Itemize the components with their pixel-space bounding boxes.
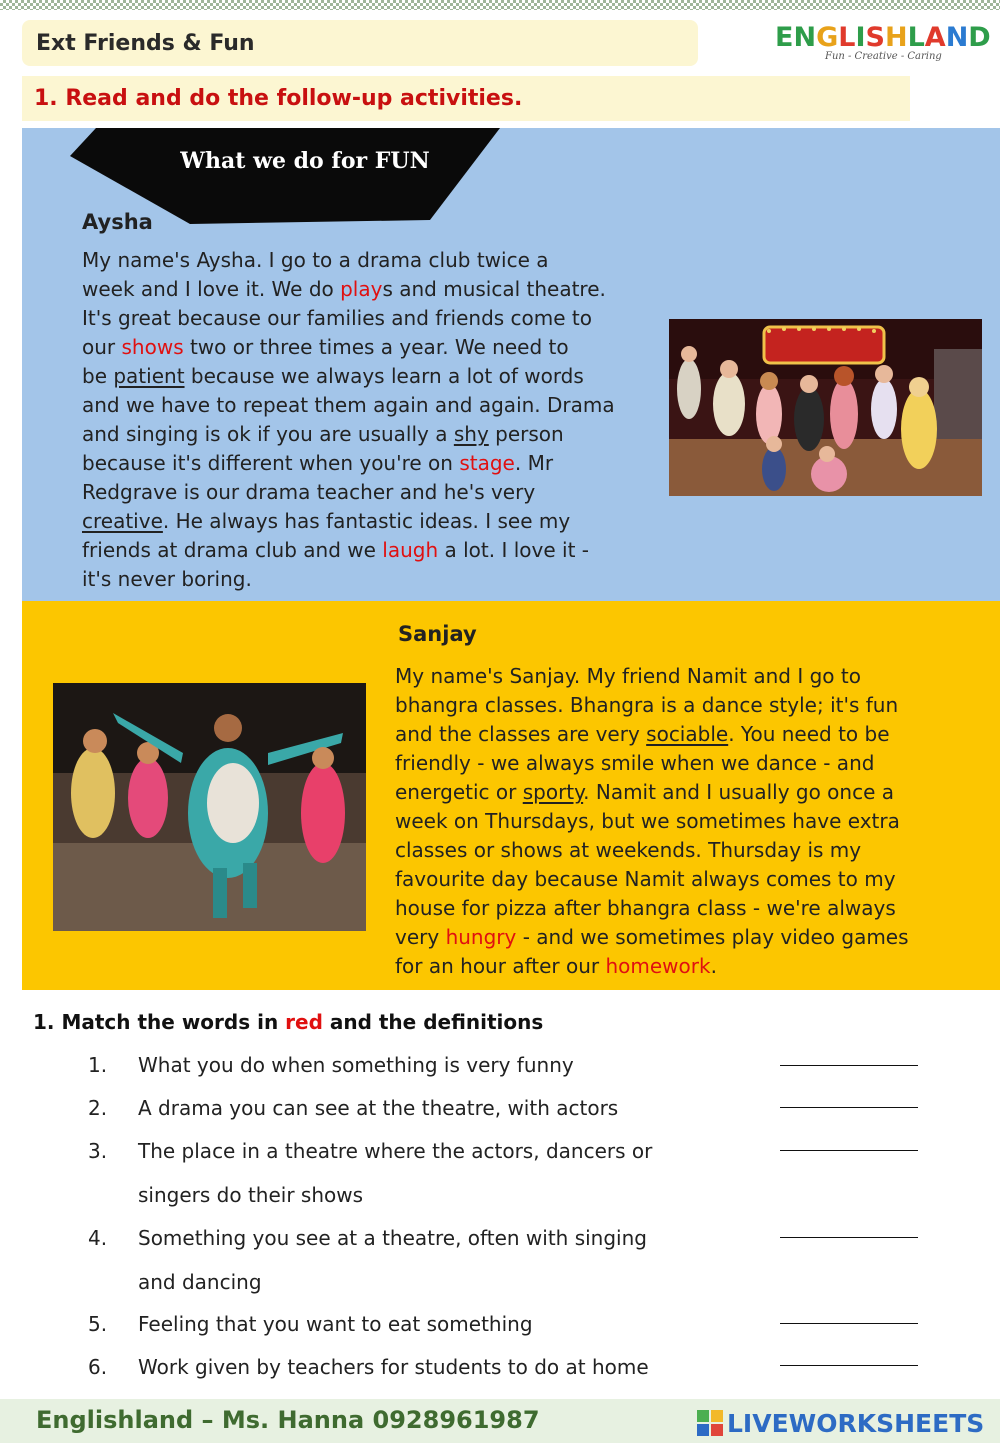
englishland-logo xyxy=(775,22,991,70)
logo-letter: N xyxy=(945,22,969,53)
aysha-name: Aysha xyxy=(82,210,153,234)
footer-credit: Englishland – Ms. Hanna 0928961987 xyxy=(36,1406,540,1434)
aysha-paragraph xyxy=(82,246,664,594)
question-number: 6. xyxy=(88,1355,108,1379)
underlined-word: shy xyxy=(453,422,489,446)
liveworksheets-text: LIVEWORKSHEETS xyxy=(727,1408,985,1438)
paragraph-text: . Namit and I usually go once a week on Thursdays, but we sometimes have extra classes or shows at weekends. Thursday is my favourite day because Namit always comes to my house for pizza after bhangra class - we're always very xyxy=(395,780,900,949)
logo-letter: N xyxy=(793,22,817,53)
banner-title: What we do for FUN xyxy=(180,148,430,174)
question-text: What you do when something is very funny xyxy=(138,1053,574,1077)
answer-blank[interactable] xyxy=(780,1237,918,1238)
logo-letter: D xyxy=(968,22,991,53)
question-number: 5. xyxy=(88,1312,108,1336)
sanjay-name: Sanjay xyxy=(398,622,477,646)
logo-letter: L xyxy=(907,22,925,53)
question-text: Feeling that you want to eat something xyxy=(138,1312,533,1336)
bhangra-dance-photo xyxy=(53,683,366,931)
question-number: 3. xyxy=(88,1139,108,1163)
sanjay-paragraph xyxy=(395,662,975,981)
question-number: 4. xyxy=(88,1226,108,1250)
underlined-word: creative xyxy=(82,509,163,533)
question-text: Something you see at a theatre, often with singing xyxy=(138,1226,647,1250)
answer-blank[interactable] xyxy=(780,1107,918,1108)
highlighted-word: shows xyxy=(121,335,184,359)
paragraph-text: because we always learn a lot of words and we have to repeat them again and again. Drama and singing is ok if you are usually a xyxy=(82,364,615,446)
paragraph-text: . You need to be friendly - we always smile when we dance - and energetic or xyxy=(395,722,890,804)
paragraph-text: . Mr Redgrave is our drama teacher and he's very xyxy=(82,451,554,504)
logo-letter: S xyxy=(865,22,885,53)
exercise-title-red: red xyxy=(285,1010,323,1034)
liveworksheets-icon xyxy=(697,1410,723,1436)
drama-club-photo xyxy=(669,319,982,496)
logo-letter: I xyxy=(855,22,866,53)
paragraph-text: two or three times a year. We need to be xyxy=(82,335,569,388)
question-text: A drama you can see at the theatre, with actors xyxy=(138,1096,619,1120)
logo-tagline: Fun - Creative - Caring xyxy=(825,51,942,62)
question-text-continued: and dancing xyxy=(138,1270,262,1294)
highlighted-word: homework xyxy=(605,954,711,978)
paragraph-text: . He always has fantastic ideas. I see my friends at drama club and we xyxy=(82,509,571,562)
liveworksheets-brand xyxy=(697,1407,984,1439)
underlined-word: sociable xyxy=(646,722,729,746)
paragraph-text: . xyxy=(710,954,717,978)
worksheet-title xyxy=(22,20,698,66)
exercise-title-suffix: and the definitions xyxy=(322,1010,544,1034)
answer-blank[interactable] xyxy=(780,1150,918,1151)
paragraph-text: My name's Sanjay. My friend Namit and I go to bhangra classes. Bhangra is a dance style; it's fun and the classes are very xyxy=(395,664,899,746)
worksheet-title-text: Ext Friends & Fun xyxy=(36,30,255,56)
logo-letter: E xyxy=(775,22,794,53)
highlighted-word: hungry xyxy=(445,925,517,949)
highlighted-word: play xyxy=(340,277,383,301)
paragraph-text: a lot. I love it - it's never boring. xyxy=(82,538,589,591)
highlighted-word: stage xyxy=(459,451,515,475)
answer-blank[interactable] xyxy=(780,1365,918,1366)
logo-letter: A xyxy=(924,22,946,53)
question-text: The place in a theatre where the actors, dancers or xyxy=(138,1139,653,1163)
answer-blank[interactable] xyxy=(780,1065,918,1066)
logo-letter: H xyxy=(884,22,908,53)
underlined-word: sporty xyxy=(522,780,584,804)
answer-blank[interactable] xyxy=(780,1323,918,1324)
highlighted-word: laugh xyxy=(382,538,439,562)
question-text-continued: singers do their shows xyxy=(138,1183,364,1207)
instruction-bar xyxy=(22,76,910,121)
exercise-title xyxy=(33,1010,543,1034)
instruction-text: 1. Read and do the follow-up activities. xyxy=(34,86,523,111)
logo-letters xyxy=(775,22,991,53)
logo-letter: G xyxy=(816,22,839,53)
paragraph-text: person because it's different when you're on xyxy=(82,422,564,475)
underlined-word: patient xyxy=(113,364,185,388)
question-text: Work given by teachers for students to do at home xyxy=(138,1355,649,1379)
question-number: 2. xyxy=(88,1096,108,1120)
exercise-title-prefix: 1. Match the words in xyxy=(33,1010,286,1034)
question-number: 1. xyxy=(88,1053,108,1077)
paragraph-text: My name's Aysha. I go to a drama club twice a week and I love it. We do xyxy=(82,248,549,301)
logo-letter: L xyxy=(838,22,856,53)
top-border xyxy=(0,0,1000,10)
paragraph-text: s and musical theatre. It's great because our families and friends come to our xyxy=(82,277,606,359)
paragraph-text: - and we sometimes play video games for an hour after our xyxy=(395,925,909,978)
